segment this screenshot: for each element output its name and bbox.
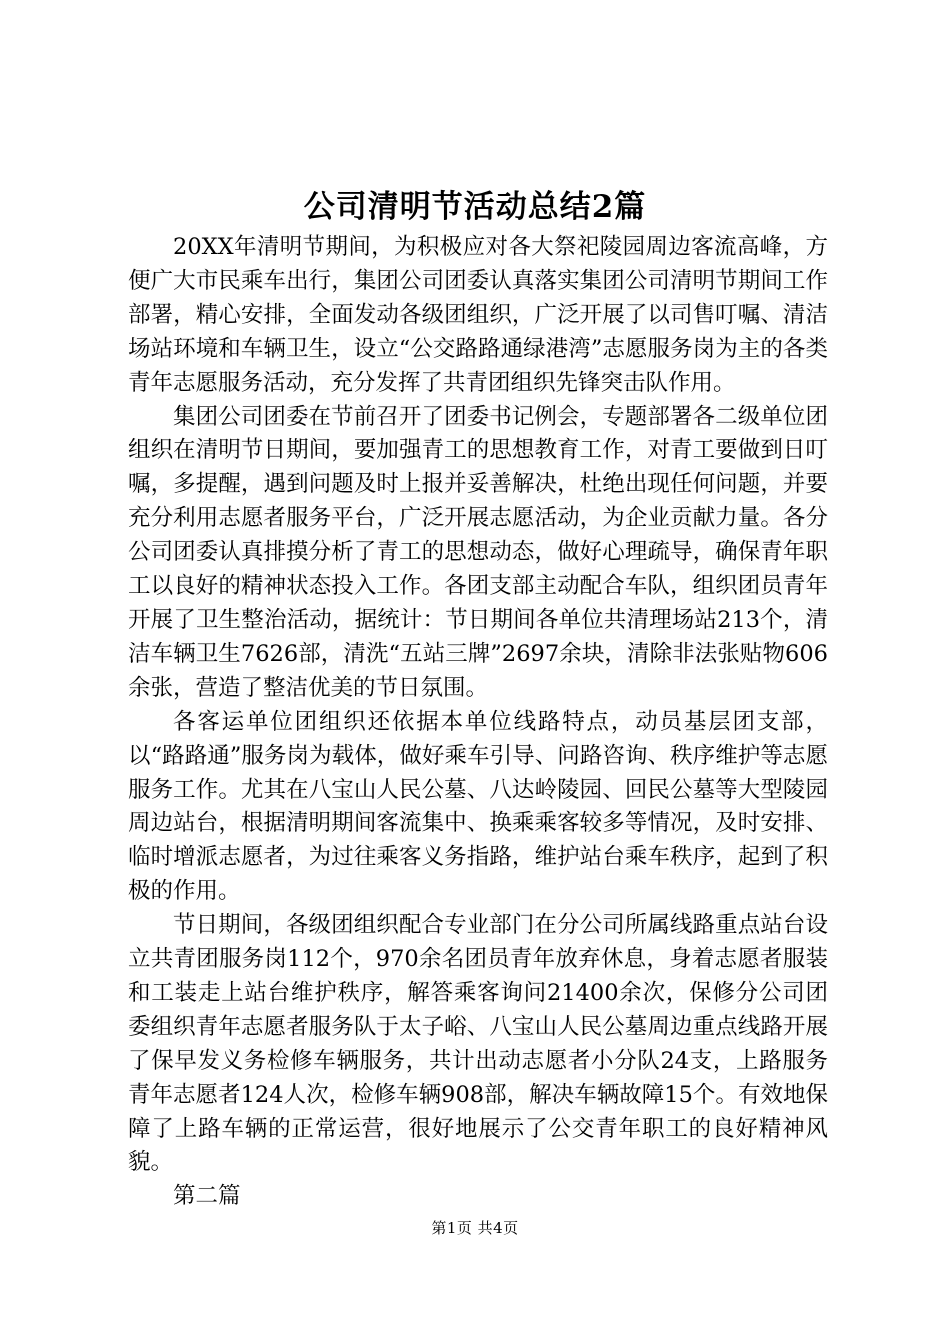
document-title: 公司清明节活动总结2篇 [303, 189, 647, 225]
paragraph-3: 各客运单位团组织还依据本单位线路特点，动员基层团支部，以“路路通”服务岗为载体，做好乘车引导、问路咨询、秩序维护等志愿服务工作。尤其在八宝山人民公墓、八达岭陵园、回民公墓等大型陵园周边站台，根据清明期间客流集中、换乘乘客较多等情况，及时安排、临时增派志愿者，为过往乘客义务指路，维护站台乘车秩序，起到了积极的作用。 [128, 708, 828, 905]
paragraph-2: 集团公司团委在节前召开了团委书记例会，专题部署各二级单位团组织在清明节日期间，要加强青工的思想教育工作，对青工要做到日叮嘱，多提醒，遇到问题及时上报并妥善解决，杜绝出现任何问题，并要充分利用志愿者服务平台，广泛开展志愿活动，为企业贡献力量。各分公司团委认真排摸分析了青工的思想动态，做好心理疏导，确保青年职工以良好的精神状态投入工作。各团支部主动配合车队，组织团员青年开展了卫生整治活动，据统计：节日期间各单位共清理场站213个，清洁车辆卫生7626部，清洗“五站三牌”2697余块，清除非法张贴物606余张，营造了整洁优美的节日氛围。 [128, 403, 828, 701]
section-heading-second: 第二篇 [173, 1183, 241, 1210]
paragraph-4: 节日期间，各级团组织配合专业部门在分公司所属线路重点站台设立共青团服务岗112个，970余名团员青年放弃休息，身着志愿者服装和工装走上站台维护秩序，解答乘客询问21400余次，保修分公司团委组织青年志愿者服务队于太子峪、八宝山人民公墓周边重点线路开展了保早发义务检修车辆服务，共计出动志愿者小分队24支，上路服务青年志愿者124人次，检修车辆908部，解决车辆故障15个。有效地保障了上路车辆的正常运营，很好地展示了公交青年职工的良好精神风貌。 [128, 912, 828, 1176]
page-footer: 第1页 共4页 [431, 1219, 519, 1237]
paragraph-1: 20XX年清明节期间，为积极应对各大祭祀陵园周边客流高峰，方便广大市民乘车出行，集团公司团委认真落实集团公司清明节期间工作部署，精心安排，全面发动各级团组织，广泛开展了以司售叮嘱、清洁场站环境和车辆卫生，设立“公交路路通绿港湾”志愿服务岗为主的各类青年志愿服务活动，充分发挥了共青团组织先锋突击队作用。 [128, 234, 828, 396]
document-body [128, 231, 828, 1214]
